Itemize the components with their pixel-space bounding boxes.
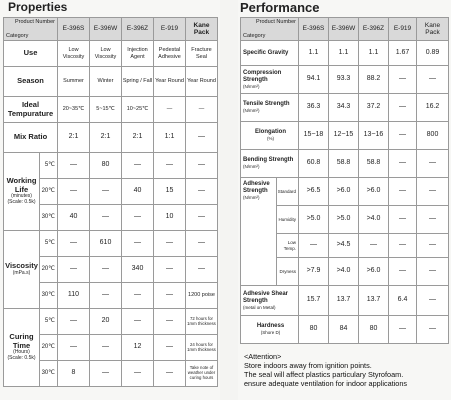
cell: Year Round	[154, 67, 186, 97]
product-number-label: Product Number	[14, 19, 55, 25]
perf-row	[241, 94, 449, 122]
attention-line: ensure adequate ventilation for indoor applications	[244, 379, 408, 389]
row-label: Bending Strength	[243, 157, 294, 164]
cell: 610	[90, 231, 122, 257]
cell: 10	[154, 205, 186, 231]
cell: —	[359, 234, 389, 258]
cell: 10~25℃	[122, 97, 154, 123]
cell: —	[389, 94, 417, 122]
cell: —	[122, 309, 154, 335]
cell: >4.0	[359, 206, 389, 234]
cell: —	[389, 316, 417, 344]
cell: 80	[90, 153, 122, 179]
performance-table	[240, 17, 449, 344]
scale-label: (Scale: 0.5k)	[7, 355, 36, 362]
row-label: Curing Time	[9, 332, 34, 350]
cell: 80	[299, 316, 329, 344]
viscosity-row	[4, 231, 218, 257]
attention-line: Store indoors away from ignition points.	[244, 361, 372, 371]
sub-label: Dryness	[277, 258, 299, 286]
cell: 72 hours for 1mm thickness	[186, 309, 218, 335]
adhesive-row	[241, 178, 449, 206]
cell: —	[186, 123, 218, 153]
cell: >6.5	[299, 178, 329, 206]
row-label: Elongation	[255, 129, 286, 136]
cell: —	[389, 66, 417, 94]
cell: 1.67	[389, 41, 417, 66]
cell: 110	[58, 283, 90, 309]
hardness-row	[241, 316, 449, 344]
temp-label: 5℃	[40, 309, 58, 335]
cell: —	[389, 234, 417, 258]
cell: 340	[122, 257, 154, 283]
cell: Year Round	[186, 67, 218, 97]
cell: Low Viscosity	[90, 41, 122, 67]
header-corner	[241, 18, 299, 41]
cell: —	[154, 257, 186, 283]
scale-label: (Scale: 0.5k)	[7, 199, 36, 206]
model-header: E-919	[154, 18, 186, 41]
header-corner	[4, 18, 58, 41]
model-header: E-396S	[299, 18, 329, 41]
model-header: E-396Z	[359, 18, 389, 41]
cell: 15.7	[299, 286, 329, 316]
cell: —	[122, 205, 154, 231]
category-label: Category	[243, 32, 266, 39]
cell: 20	[90, 309, 122, 335]
category-label: Category	[6, 32, 29, 39]
attention-note	[244, 352, 449, 388]
row-label: Specific Gravity	[243, 49, 289, 56]
row-label-cell	[241, 41, 299, 66]
attention-title: <Attention>	[244, 352, 282, 361]
cell: 6.4	[389, 286, 417, 316]
cell: 13.7	[329, 286, 359, 316]
cell: 36.3	[299, 94, 329, 122]
temp-label: 20℃	[40, 257, 58, 283]
cell: —	[389, 150, 417, 178]
temp-label: 5℃	[40, 153, 58, 179]
cell: >6.0	[329, 178, 359, 206]
shear-row	[241, 286, 449, 316]
cell: >4.0	[329, 258, 359, 286]
cell: —	[186, 153, 218, 179]
cell: >5.0	[299, 206, 329, 234]
sub-label: Standard	[277, 178, 299, 206]
cell: —	[90, 361, 122, 387]
cell: 800	[417, 122, 449, 150]
unit-label: (minutes)	[11, 193, 32, 200]
properties-heading: Properties	[8, 0, 68, 14]
mix-ratio-row	[4, 123, 218, 153]
cell: >5.0	[329, 206, 359, 234]
cell: 24 hours for 1mm thickness	[186, 335, 218, 361]
working-life-row	[4, 153, 218, 179]
cell: >6.0	[359, 178, 389, 206]
cell: 2:1	[58, 123, 90, 153]
model-header: E-396W	[329, 18, 359, 41]
cell: —	[90, 335, 122, 361]
cell: Pedestal Adhesive	[154, 41, 186, 67]
row-label: Tensile Strength	[243, 101, 290, 108]
cell: 84	[329, 316, 359, 344]
cell: Fracture Seal	[186, 41, 218, 67]
unit-label: (Shore D)	[260, 330, 281, 336]
model-header: E-396W	[90, 18, 122, 41]
cell: >6.0	[359, 258, 389, 286]
curing-time-row	[4, 309, 218, 335]
adhesive-label	[241, 178, 277, 286]
cell: —	[154, 309, 186, 335]
cell: 58.8	[329, 150, 359, 178]
unit-label: (Hours)	[13, 349, 30, 356]
cell: 13~16	[359, 122, 389, 150]
cell: —	[154, 97, 186, 123]
cell: Injection Agent	[122, 41, 154, 67]
model-header: E-396Z	[122, 18, 154, 41]
cell: —	[417, 258, 449, 286]
curing-time-label	[4, 309, 40, 387]
cell: —	[154, 335, 186, 361]
cell: —	[154, 361, 186, 387]
row-label: Season	[4, 67, 58, 97]
cell: 8	[58, 361, 90, 387]
season-row	[4, 67, 218, 97]
temp-label: 20℃	[40, 335, 58, 361]
cell: 1200 poise	[186, 283, 218, 309]
cell: —	[122, 231, 154, 257]
model-header: E-919	[389, 18, 417, 41]
unit-label: (mPa.s)	[12, 269, 31, 276]
cell: 1.1	[329, 41, 359, 66]
cell: —	[58, 257, 90, 283]
model-header: E-396S	[58, 18, 90, 41]
cell: 1:1	[154, 123, 186, 153]
cell: —	[90, 179, 122, 205]
cell: >7.9	[299, 258, 329, 286]
cell: 0.89	[417, 41, 449, 66]
cell: —	[58, 179, 90, 205]
cell: —	[58, 309, 90, 335]
cell: —	[389, 206, 417, 234]
cell: —	[389, 178, 417, 206]
performance-heading: Performance	[240, 0, 320, 15]
row-label: Use	[4, 41, 58, 67]
temp-label: 30℃	[40, 205, 58, 231]
cell: 94.1	[299, 66, 329, 94]
perf-row	[241, 66, 449, 94]
cell: 40	[122, 179, 154, 205]
cell: —	[154, 153, 186, 179]
perf-row	[241, 150, 449, 178]
ideal-temp-row	[4, 97, 218, 123]
unit-label: (N/mm²)	[243, 83, 260, 89]
cell: —	[58, 153, 90, 179]
cell: 1.1	[299, 41, 329, 66]
temp-label: 20℃	[40, 179, 58, 205]
row-label: Hardness	[256, 323, 285, 330]
row-label: Ideal Tempurature	[4, 97, 58, 123]
row-label: Mix Ratio	[4, 123, 58, 153]
cell: —	[90, 283, 122, 309]
cell: Spring / Fall	[122, 67, 154, 97]
cell: —	[186, 179, 218, 205]
temp-label: 30℃	[40, 283, 58, 309]
cell: 12~15	[329, 122, 359, 150]
sub-label: Low Temp.	[277, 234, 299, 258]
cell: —	[154, 283, 186, 309]
cell: 60.8	[299, 150, 329, 178]
row-label: Viscosity	[5, 261, 38, 271]
cell: —	[90, 257, 122, 283]
row-label: Working Life	[6, 176, 37, 194]
cell: —	[417, 316, 449, 344]
row-label-cell	[241, 122, 299, 150]
temp-label: 30℃	[40, 361, 58, 387]
cell: —	[417, 286, 449, 316]
unit-label: (metal on Metal)	[243, 304, 276, 310]
cell: 2:1	[90, 123, 122, 153]
cell: —	[122, 361, 154, 387]
cell: 93.3	[329, 66, 359, 94]
row-label-cell	[241, 316, 299, 344]
cell: —	[389, 258, 417, 286]
cell: —	[417, 206, 449, 234]
cell: —	[299, 234, 329, 258]
cell: 34.3	[329, 94, 359, 122]
properties-sheet	[0, 0, 220, 400]
row-label-cell	[241, 286, 299, 316]
unit-label: (%)	[267, 136, 274, 142]
properties-table	[3, 17, 218, 387]
cell: —	[154, 231, 186, 257]
temp-label: 5℃	[40, 231, 58, 257]
unit-label: (N/mm²)	[243, 108, 260, 114]
row-label: Compression Strength	[243, 70, 282, 83]
perf-row	[241, 122, 449, 150]
row-label: Adhesive Shear Strength	[243, 291, 289, 304]
performance-sheet	[238, 0, 451, 400]
cell: Take note of weather under curing hours	[186, 361, 218, 387]
cell: 80	[359, 316, 389, 344]
cell: —	[58, 335, 90, 361]
cell: 15	[154, 179, 186, 205]
cell: —	[186, 97, 218, 123]
row-label-cell	[241, 66, 299, 94]
cell: 88.2	[359, 66, 389, 94]
cell: —	[417, 234, 449, 258]
cell: 13.7	[359, 286, 389, 316]
cell: 58.8	[359, 150, 389, 178]
row-label-cell	[241, 94, 299, 122]
perf-row	[241, 41, 449, 66]
cell: 16.2	[417, 94, 449, 122]
cell: >4.5	[329, 234, 359, 258]
cell: —	[90, 205, 122, 231]
working-life-label	[4, 153, 40, 231]
model-header: Kane Pack	[186, 18, 218, 41]
row-label-cell	[241, 150, 299, 178]
unit-label: (N/mm²)	[243, 194, 260, 200]
use-row	[4, 41, 218, 67]
viscosity-label	[4, 231, 40, 309]
cell: 15~18	[299, 122, 329, 150]
cell: —	[417, 178, 449, 206]
cell: 5~15℃	[90, 97, 122, 123]
cell: Low Viscosity	[58, 41, 90, 67]
cell: 2:1	[122, 123, 154, 153]
cell: 37.2	[359, 94, 389, 122]
cell: —	[186, 205, 218, 231]
cell: —	[389, 122, 417, 150]
cell: 1.1	[359, 41, 389, 66]
cell: —	[122, 153, 154, 179]
cell: 40	[58, 205, 90, 231]
product-number-label: Product Number	[255, 19, 296, 25]
cell: —	[186, 231, 218, 257]
cell: —	[417, 150, 449, 178]
cell: —	[58, 231, 90, 257]
sub-label: Humidity	[277, 206, 299, 234]
cell: 20~35℃	[58, 97, 90, 123]
cell: —	[417, 66, 449, 94]
row-label: Adhesive Strength	[243, 181, 270, 194]
cell: Winter	[90, 67, 122, 97]
cell: —	[122, 283, 154, 309]
cell: —	[186, 257, 218, 283]
model-header: Kane Pack	[417, 18, 449, 41]
unit-label: (N/mm²)	[243, 164, 260, 170]
attention-line: The seal will affect plastics particulary Styrofoam.	[244, 370, 404, 380]
cell: Summer	[58, 67, 90, 97]
cell: 12	[122, 335, 154, 361]
